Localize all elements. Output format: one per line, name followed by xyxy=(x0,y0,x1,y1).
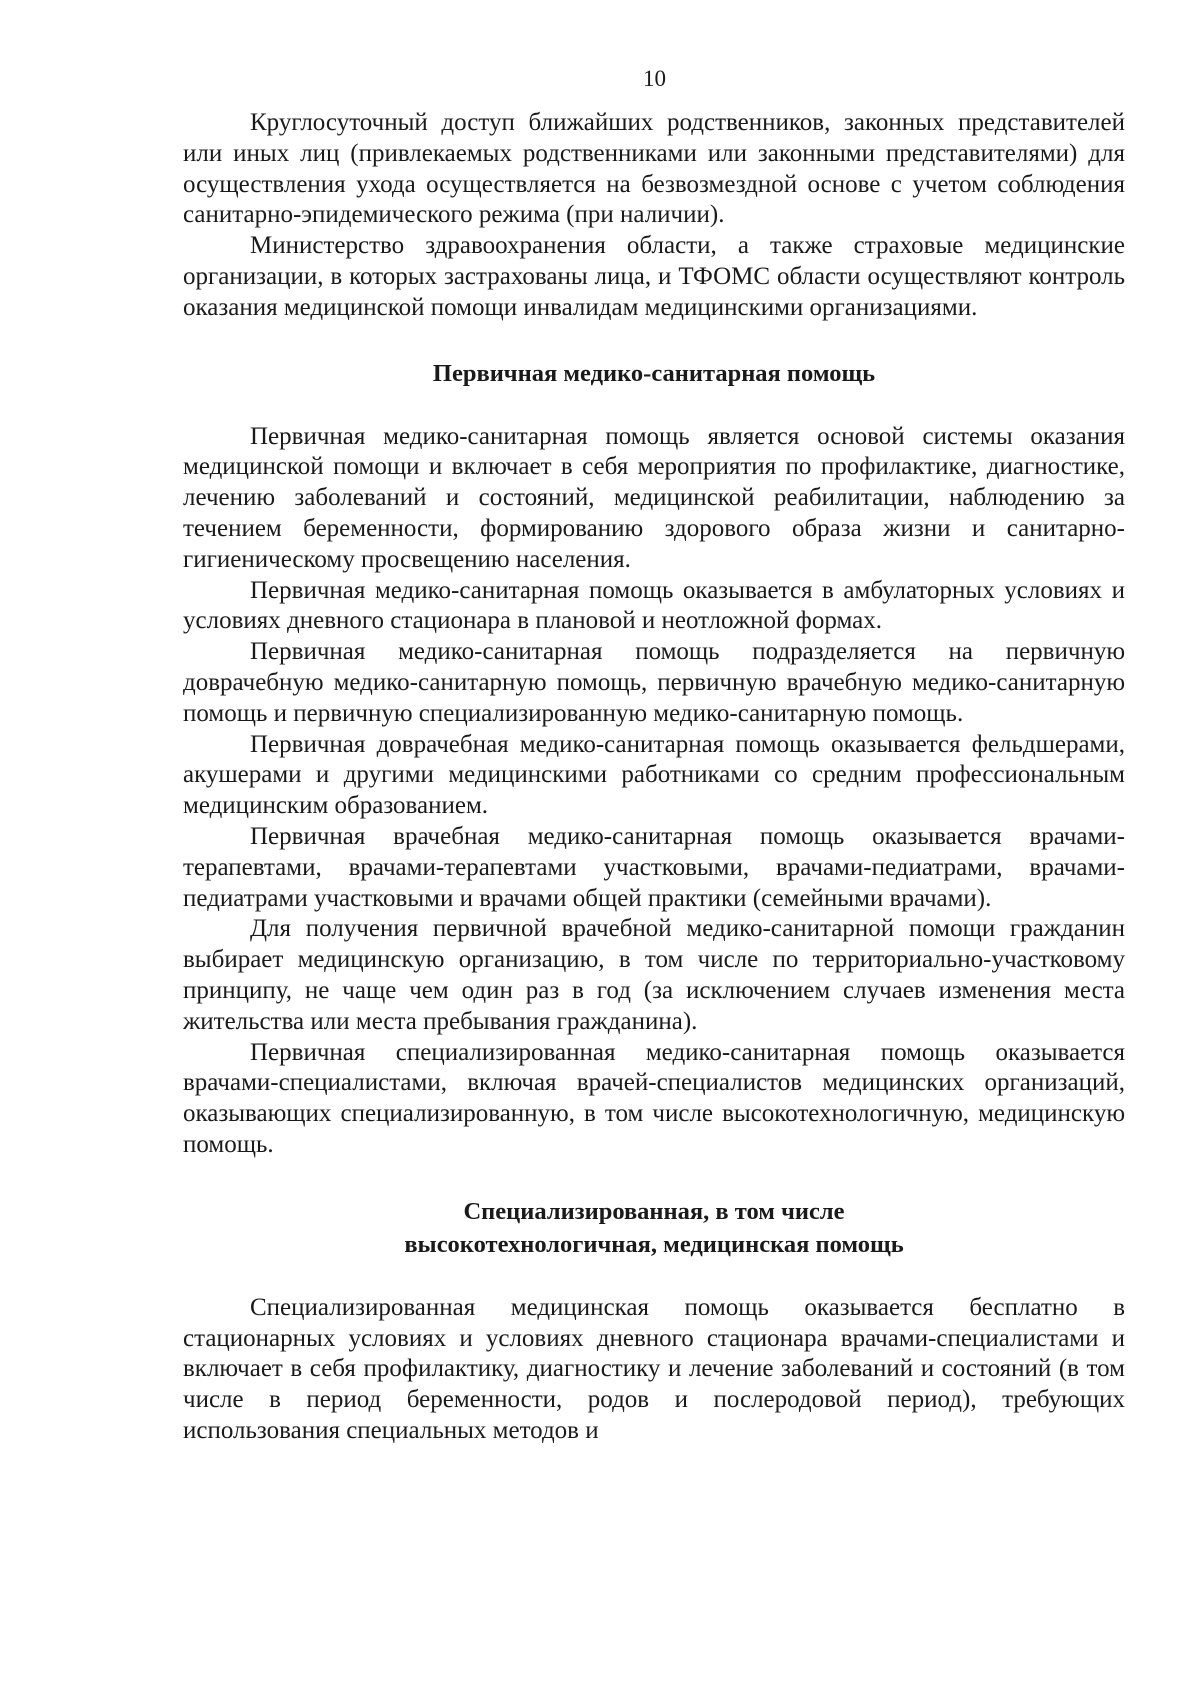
paragraph-doctor-care: Первичная врачебная медико-санитарная помощь оказывается врачами-терапевтами, врачами-терапевтами участковыми, врачами-педиатрами, врачами-педиатрами участковыми и врачами общей практики (семейными врачами). xyxy=(183,822,1125,912)
paragraph-ministry-control: Министерство здравоохранения области, а также страховые медицинские организации, в которых застрахованы лица, и ТФОМС области осуществляют контроль оказания медицинской помощи инвалидам медицинскими организациями. xyxy=(183,232,1125,321)
section-heading-line-1: Специализированная, в том числе xyxy=(463,1197,845,1225)
page-number: 10 xyxy=(643,66,666,91)
section-heading-primary-care: Первичная медико-санитарная помощь xyxy=(432,359,876,387)
document-body xyxy=(183,108,1125,1447)
paragraph-pre-doctor-care: Первичная доврачебная медико-санитарная помощь оказывается фельдшерами, акушерами и другими медицинскими работниками со средним профессиональным медицинским образованием. xyxy=(183,730,1125,820)
paragraph-round-the-clock-access: Круглосуточный доступ ближайших родственников, законных представителей или иных лиц (привлекаемых родственниками или законными представителями) для осуществления ухода осуществляется на безвозмездной основе с учетом соблюдения санитарно-эпидемического режима (при наличии). xyxy=(183,109,1125,229)
paragraph-primary-care-types: Первичная медико-санитарная помощь подразделяется на первичную доврачебную медико-санитарную помощь, первичную врачебную медико-санитарную помощь и первичную специализированную медико-санитарную помощь. xyxy=(183,638,1125,727)
paragraph-primary-care-basis: Первичная медико-санитарная помощь является основой системы оказания медицинской помощи и включает в себя мероприятия по профилактике, диагностике, лечению заболеваний и состояний, медицинской реабилитации, наблюдению за течением беременности, формированию здорового образа жизни и санитарно-гигиеническому просвещению населения. xyxy=(183,422,1125,573)
section-heading-line-2: высокотехнологичная, медицинская помощь xyxy=(404,1230,904,1258)
paragraph-specialized-care: Специализированная медицинская помощь оказывается бесплатно в стационарных условиях и условиях дневного стационара врачами-специалистами и включает в себя профилактику, диагностику и лечение заболеваний и состояний (в том числе в период беременности, родов и послеродовой период), требующих использования специальных методов и xyxy=(183,1293,1125,1444)
paragraph-choosing-organization: Для получения первичной врачебной медико-санитарной помощи гражданин выбирает медицинскую организацию, в том числе по территориально-участковому принципу, не чаще чем один раз в год (за исключением случаев изменения места жительства или места пребывания гражданина). xyxy=(183,915,1125,1035)
section-heading-specialized-care xyxy=(183,1195,1125,1261)
paragraph-primary-care-conditions: Первичная медико-санитарная помощь оказывается в амбулаторных условиях и условиях дневного стационара в плановой и неотложной формах. xyxy=(183,576,1125,635)
paragraph-specialized-primary-care: Первичная специализированная медико-санитарная помощь оказывается врачами-специалистами, включая врачей-специалистов медицинских организаций, оказывающих специализированную, в том числе высокотехнологичную, медицинскую помощь. xyxy=(183,1038,1125,1158)
